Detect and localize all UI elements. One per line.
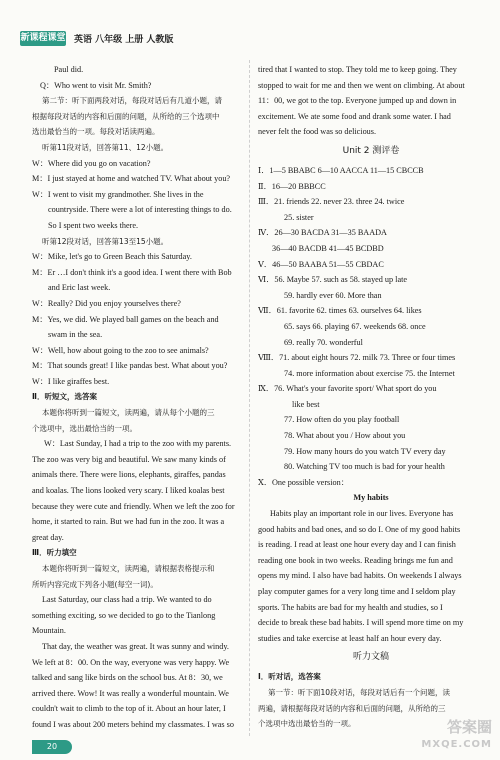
text-line: Ⅸ．76. What's your favorite sport/ What sport do you bbox=[258, 384, 437, 394]
text-line: 79. How many hours do you watch TV every day bbox=[284, 446, 446, 456]
text-line: 80. Watching TV too much is bad for your health bbox=[284, 462, 445, 472]
text-line: great day. bbox=[32, 532, 64, 542]
text-line: Paul did. bbox=[54, 65, 84, 74]
text-line: 个选项中，选出最恰当的一项。 bbox=[32, 423, 137, 433]
text-line: play computer games for a very long time and I seldom play bbox=[258, 587, 456, 596]
page-header bbox=[20, 31, 490, 47]
text-line: Ⅲ．听力填空 bbox=[32, 548, 77, 558]
text-line: is reading. I read at least one hour every day and I can finish bbox=[258, 540, 456, 550]
text-line: 11：00, we got to the top. Everyone jumped up and down in bbox=[258, 96, 457, 106]
text-line: M：That sounds great! I like pandas best. What about you? bbox=[32, 361, 228, 371]
text-line: something exciting, so we decided to go to the Tianlong bbox=[32, 610, 216, 620]
text-line: 所听内容完成下列各小题(每空一词)。 bbox=[32, 579, 158, 589]
text-line: 59. hardly ever 60. More than bbox=[284, 290, 382, 300]
text-line: Ⅶ．61. favorite 62. times 63. ourselves 64. likes bbox=[258, 306, 422, 316]
unit-title: Unit 2 测评卷 bbox=[342, 145, 400, 156]
text-line: studies and take exercise at least half an hour every day. bbox=[258, 633, 442, 643]
text-line: Ⅴ．46—50 BAABA 51—55 CBDAC bbox=[258, 259, 384, 269]
text-line: talked and sang like birds on the school bus. At 8：30, we bbox=[32, 673, 223, 683]
text-line: W：I like giraffes best. bbox=[32, 376, 110, 386]
text-line: found I was about 200 meters behind my classmates. I was so bbox=[32, 719, 234, 729]
text-line: M：Yes, we did. We played ball games on the beach and bbox=[32, 314, 219, 324]
text-line: Mountain. bbox=[32, 626, 66, 636]
text-line: reading one book in two weeks. Reading brings me fun and bbox=[258, 555, 453, 565]
text-line: because they were cute and friendly. When we left the zoo for bbox=[32, 501, 235, 511]
text-line: Ⅳ．26—30 BACDA 31—35 BAADA bbox=[258, 228, 387, 238]
text-line: tired that I wanted to stop. They told me to keep going. They bbox=[258, 65, 457, 74]
essay-title: My habits bbox=[353, 493, 389, 503]
text-line: 本题你将听到一篇短文，读两遍，请从每个小题的三 bbox=[42, 408, 215, 418]
answer-key bbox=[258, 163, 484, 490]
text-line: 第一节：听下面10段对话，每段对话后有一个问题，读 bbox=[268, 687, 451, 697]
text-line: sports. The habits are bad for my health and studies, so I bbox=[258, 602, 443, 612]
text-line: good habits and bad ones, and so do I. One of my good habits bbox=[258, 524, 461, 534]
text-line: The zoo was very big and beautiful. We saw many kinds of bbox=[32, 454, 226, 464]
series-logo: 新课程课堂 bbox=[20, 31, 66, 46]
text-line: excitement. We ate some food and drank some water. I had bbox=[258, 111, 451, 121]
text-line: W：I went to visit my grandmother. She lives in the bbox=[32, 189, 204, 199]
text-line: stopped to wait for me and then we went on climbing. At about bbox=[258, 80, 465, 90]
text-line: like best bbox=[292, 399, 320, 409]
book-title: 英语 八年级 上册 人教版 bbox=[74, 35, 174, 45]
text-line: W：Mike, let's go to Green Beach this Saturday. bbox=[32, 252, 192, 262]
text-line: 个选项中选出最恰当的一项。 bbox=[258, 719, 356, 729]
text-line: 77. How often do you play football bbox=[284, 415, 400, 425]
text-line: countryside. There were a lot of interesting things to do. bbox=[48, 205, 232, 215]
text-line: 78. What about you / How about you bbox=[284, 431, 406, 441]
left-column bbox=[32, 62, 260, 733]
text-line: and koalas. The lions looked very scary. I liked koalas best bbox=[32, 486, 225, 496]
text-line: 听第12段对话，回答第13至15小题。 bbox=[42, 236, 169, 246]
text-line: 65. says 66. playing 67. weekends 68. once bbox=[284, 321, 426, 331]
text-line: 两遍，请根据每段对话的内容和后面的问题，从所给的三 bbox=[258, 703, 446, 713]
text-line: Ⅰ．听对话，选答案 bbox=[258, 672, 321, 682]
text-line: Ⅹ．One possible version： bbox=[258, 477, 349, 487]
text-line: 听第11段对话，回答第11、12小题。 bbox=[42, 142, 169, 152]
transcript-continuation bbox=[258, 62, 484, 140]
text-line: 选出最恰当的一项。每段对话读两遍。 bbox=[32, 127, 160, 137]
text-line: W：Where did you go on vacation? bbox=[32, 158, 151, 168]
sample-essay bbox=[258, 506, 484, 646]
text-line: 25. sister bbox=[284, 212, 314, 222]
text-line: home, it started to rain. But we had fun in the zoo. It was a bbox=[32, 517, 225, 527]
text-line: opens my mind. I also have bad habits. On weekends I always bbox=[258, 571, 462, 581]
text-line: swam in the sea. bbox=[48, 330, 103, 340]
text-line: couldn't wait to climb to the top of it. About an hour later, I bbox=[32, 704, 226, 714]
text-line: Ⅲ．21. friends 22. never 23. three 24. twice bbox=[258, 197, 405, 207]
text-line: Ⅵ．56. Maybe 57. such as 58. stayed up late bbox=[258, 275, 407, 285]
text-line: So I spent two weeks there. bbox=[48, 220, 139, 230]
text-line: We left at 8：00. On the way, everyone was very happy. We bbox=[32, 657, 230, 667]
text-line: M：Er …I don't think it's a good idea. I went there with Bob bbox=[32, 267, 232, 277]
text-line: animals there. There were lions, elephants, giraffes, pandas bbox=[32, 470, 226, 480]
text-line: Ⅰ．1—5 BBABC 6—10 AACCA 11—15 CBCCB bbox=[258, 165, 424, 175]
text-line: W：Well, how about going to the zoo to see animals? bbox=[32, 345, 209, 355]
site-watermark: 答案圈 MXQE.COM bbox=[421, 718, 492, 750]
text-line: Ⅱ．听短文，选答案 bbox=[32, 392, 97, 402]
text-line: M：I just stayed at home and watched TV. What about you? bbox=[32, 174, 231, 184]
transcript-title: 听力文稿 bbox=[352, 652, 389, 663]
text-line: Ⅱ．16—20 BBBCC bbox=[258, 181, 326, 191]
page-number: 20 bbox=[32, 740, 72, 754]
text-line: Last Saturday, our class had a trip. We wanted to do bbox=[42, 595, 212, 605]
text-line: Ⅷ．71. about eight hours 72. milk 73. Three or four times bbox=[258, 353, 456, 363]
text-line: never felt the food was so delicious. bbox=[258, 127, 377, 137]
text-line: and Eric last week. bbox=[48, 283, 111, 293]
text-line: 第二节：听下面两段对话，每段对话后有几道小题，请 bbox=[42, 96, 222, 106]
text-line: 74. more information about exercise 75. the Internet bbox=[284, 368, 455, 378]
text-line: That day, the weather was great. It was sunny and windy. bbox=[42, 641, 229, 651]
text-line: W：Really? Did you enjoy yourselves there? bbox=[32, 298, 181, 308]
text-line: decide to break these bad habits. I will spend more time on my bbox=[258, 618, 464, 628]
text-line: 36—40 BACDB 41—45 BCDBD bbox=[272, 243, 384, 253]
text-line: 本题你将听到一篇短文，读两遍，请根据表格提示和 bbox=[42, 564, 215, 573]
text-line: W：Last Sunday, I had a trip to the zoo with my parents. bbox=[44, 439, 232, 449]
text-line: Habits play an important role in our lives. Everyone has bbox=[270, 509, 454, 519]
right-column bbox=[258, 62, 484, 732]
text-line: arrived there. Wow! It was really a wonderful mountain. We bbox=[32, 688, 229, 698]
text-line: 根据每段对话的内容和后面的问题，从所给的三个选项中 bbox=[32, 111, 220, 121]
text-line: Q：Who went to visit Mr. Smith? bbox=[40, 80, 152, 90]
text-line: 69. really 70. wonderful bbox=[284, 337, 363, 347]
